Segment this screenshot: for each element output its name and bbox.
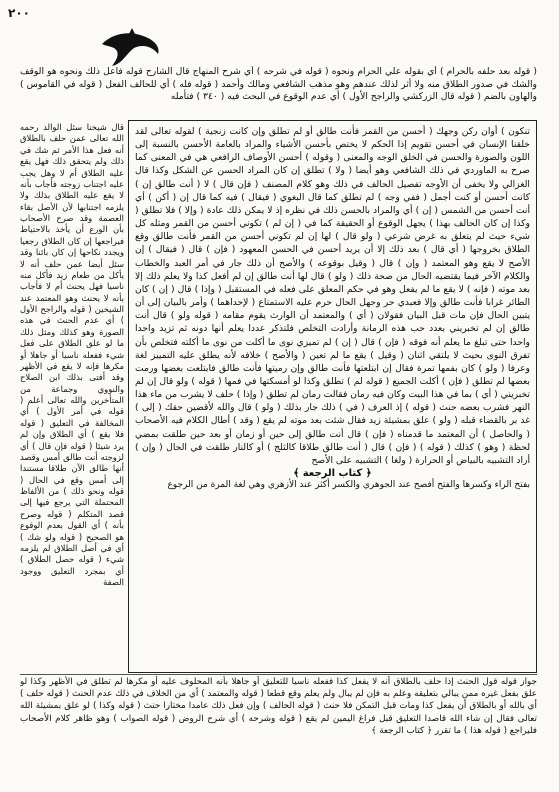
calligraphic-ornament bbox=[98, 24, 162, 70]
main-text: تنكون ) أوان ركن وجهك ( أحسن من القمر فأنت طالق أو لم تطلق وإن كانت زنجية ) لقوله تعالى لقد خلقنا الإنسان في أحسن تقويم إذا الحكم لا يختص بأحسن الأشياء والمراد بالعامة الأحسن بالنسبة إلى اللون والصورة والحسن في الخلق الوجه والمعنى ( وقوله ) أحسن الأوصاف الرافعي هي في المعنى كما صرح به الماوردي في ذلك الشافعي وهو أيضا ( ولا ) تطلق إن كان المراد الحسن عن الشكل وكذا قال الغزالي ولا يخفى أن الأوجه تفصيل الحالف في ذلك وهو كلام المصنف ( فإن قال ) لا ( أنت طالق إن ) كانت أحسن أو كنت أجمل ( ففي وجه ) لم تطلق كما قال البغوي ( فيقال ) فيه كما قال إن ( أكن ) أي أنت أحسن من الشمس ( إن ) أي والمراد بالحسن ذلك في نظره إذ لا يمكن ذلك عادة ( وإلا ) فلا تطلق ( وكذا إن كان الحالف بهذا ) يجهل الوقوع أو الحقيقة كما في ( إن لم ) تكوني أحسن من القمر ومثله كل شيء حيث لم يتعلق به غرض شرعي ( ولو قال ) لها إن لم تكوني أحسن من القمر فأنت طالق وقع الطلاق بخروجها ( أي قال ) بعد ذلك إلا أن يريد أحسن في الحسن المعهود ( فإن ) قال ( فيقال ) إن الأصح لا يقع وهو المعتمد ( وإن ) قال ( وقيل بوقوعه ) والأصح أن ذلك جار في أمر العبد والخطاب والكلام الآخر فيما يقتضيه الحال من صحة ذلك ( ولو ) قال لها أنت طالق إن لم أفعل كذا ولا يعلم ذلك إلا بعد موته ( فإنه ) لا يقع ما لم يفعل وهو في حكم المعلق على فعله في المستقبل ( وإذا ) قال ( إن ) كان الطائر غرابا فأنت طالق وإلا فعبدي حر وجهل الحال حرم عليه الاستمتاع ( لإحداهما ) وأمر بالبيان إلى أن يتبين الحال فإن مات قبل البيان فقولان ( أي ) والمعتمد أن الوارث يقوم مقامه ( قوله ولو ) قال أنت طالق إن لم تخبريني بعدد حب هذه الرمانة وأرادت التخلص فلتذكر عددا يعلم أنها دونه ثم تزيد واحدا واحدا حتى تبلغ ما يعلم أنه فوقه ( فإن ) قال ( إن ) لم تميزي نوى ما أكلت من نوى ما أكلته فتخلص بأن تفرق النوى بحيث لا يلتقي اثنان ( وقيل ) يقع ما لم تعين ( والأصح ) خلافه لأنه يطلق عليه التمييز لغة وعرفا ( ولو ) كان بفمها تمرة فقال إن ابتلعتها فأنت طالق وإن رميتها فأنت طالق فابتلعت بعضها ورمت بعضها لم تطلق ( فإن ) أكلت الجميع ( قوله لم ) تطلق وكذا لو أمسكتها في فمها ( قوله ) ولو قال إن لم تخبريني ( أي ) بما في هذا البيت وكان فيه رمان فقالت رمان لم تطلق ( وإذا ) حلف لا يشرب من ماء هذا النهر فشرب بعضه حنث ( قوله ) إذ العرف ( في ) ذلك جار بذلك ( ولو ) قال والله لأقضين حقك ( إلى ) غد بر بالقضاء قبله ( ولو ) علق بمشيئة زيد فقال شئت بعد موته لم يقع ( وقد ) أطال الكلام فيه الأصحاب ( والحاصل ) أن المعتمد ما قدمناه ( فإن ) قال أنت طالق إلى حين أو زمان أو بعد حين طلقت بمضي لحظة ( وهو ) كذلك ( قوله ) ( فإن ) قال ( أنت طالق طلاقا كالثلج ) أو كالنار طلقت في الحال ( وإن ) أراد التشبيه بالبياض أو الحرارة ( ولغا ) التشبيه على الأصح bbox=[135, 126, 530, 466]
side-commentary: قال شيخنا سئل الوالد رحمه الله تعالى عمن حلف بالطلاق أنه فعل هذا الأمر ثم شك في ذلك ولم يتحقق ذلك فهل يقع عليه الطلاق أم لا وهل يجب عليه اجتناب زوجته فأجاب بأنه لا يقع عليه الطلاق بذلك ولا يلزمه اجتنابها لأن الأصل بقاء العصمة وقد صرح الأصحاب بأن الورع أن يأخذ بالاحتياط فيراجعها إن كان الطلاق رجعيا ويجدد نكاحها إن كان بائنا وقد سئل أيضا عمن حلف أنه لا يأكل من طعام زيد فأكل منه ناسيا فهل يحنث أم لا فأجاب بأنه لا يحنث وهو المعتمد عند الشيخين ( قوله والراجح الأول ) أي عدم الحنث في هذه الصورة وهو كذلك ومثل ذلك ما لو علق الطلاق على فعل شيء ففعله ناسيا أو جاهلا أو مكرها فإنه لا يقع في الأظهر وقد أفتى بذلك ابن الصلاح والنووي وجماعة من المتأخرين والله تعالى أعلم ( قوله في أمر الأول ) أي المخالفة في التعليق ( قوله فلا يقع ) أي الطلاق وإن لم يرد شيئا ( قوله فإن قال ) أي لزوجته أنت طالق أمس وقصد أنها طالق الآن طلاقا مستندا إلى أمس وقع في الحال ( قوله ونحو ذلك ) من الألفاظ المحتملة التي يرجع فيها إلى قصد المتكلم ( قوله وصرح بأنه ) أي القول بعدم الوقوع هو الصحيح ( قوله ولو شك ) أي في أصل الطلاق لم يلزمه شيء ( قوله حصل الطلاق ) أي بمجرد التعليق ووجود الصفة bbox=[20, 122, 124, 587]
main-text-continuation: بفتح الراء وكسرها والفتح أفصح عند الجوهري والكسر أكثر عند الأزهري وهي لغة المرة من الرجوع bbox=[167, 480, 530, 491]
chapter-title: ﴿ كتاب الرجعة ﴾ bbox=[293, 468, 372, 480]
page-number: ٢٠٠ bbox=[8, 6, 30, 20]
bottom-commentary: جواز قوله قول الحنث إذا حلف بالطلاق أنه لا يفعل كذا ففعله ناسيا للتعليق أو جاهلا بأنه المحلوف عليه أو مكرها لم تطلق في الأظهر وكذا لو علق بفعل غيره ممن يبالي بتعليقه وعلم به فإن لم يبال ولم يعلم وقع قطعا ( قوله والمعتمد ) أي من الخلاف في ذلك عدم الحنث ( قوله حلف ) أي بالله أو بالطلاق أن يفعل كذا ومات قبل التمكن فلا حنث ( قوله الحالف ) وإن فعل ذلك عامدا مختارا حنث ( قوله وكذا ) لو علق بمشيئة الله تعالى فقال إن شاء الله قاصدا التعليق قبل فراغ اليمين لم يقع ( قوله وشرحه ) أي شرح الروض ( قوله الصواب ) وهو ظاهر كلام الأصحاب فليراجع ( قوله هذا ) ما تقرر ﴿ كتاب الرجعة ﴾ bbox=[20, 677, 537, 736]
footnote-divider bbox=[20, 674, 537, 675]
main-text-frame bbox=[128, 120, 537, 673]
top-commentary: ( قوله بعد حلفه بالحرام ) أي بقوله علي الحرام ونحوه ( قوله في شرحه ) أي شرح المنهاج قال الشارح قوله فاعل ذلك ونحوه هو الوقف والشك في صدور الطلاق منه ولا أثر لذلك عندهم وهو مذهب الشافعي ومالك وأحمد ( قوله فله ) أي للحالف الفعل ( قوله في القاموس ) والهاون بالضم ( قوله قال الزركشي والراجح الأول ) أي عدم الوقوع في البحث فيه ( ٣٤٠ ) فتأمله bbox=[20, 66, 537, 103]
